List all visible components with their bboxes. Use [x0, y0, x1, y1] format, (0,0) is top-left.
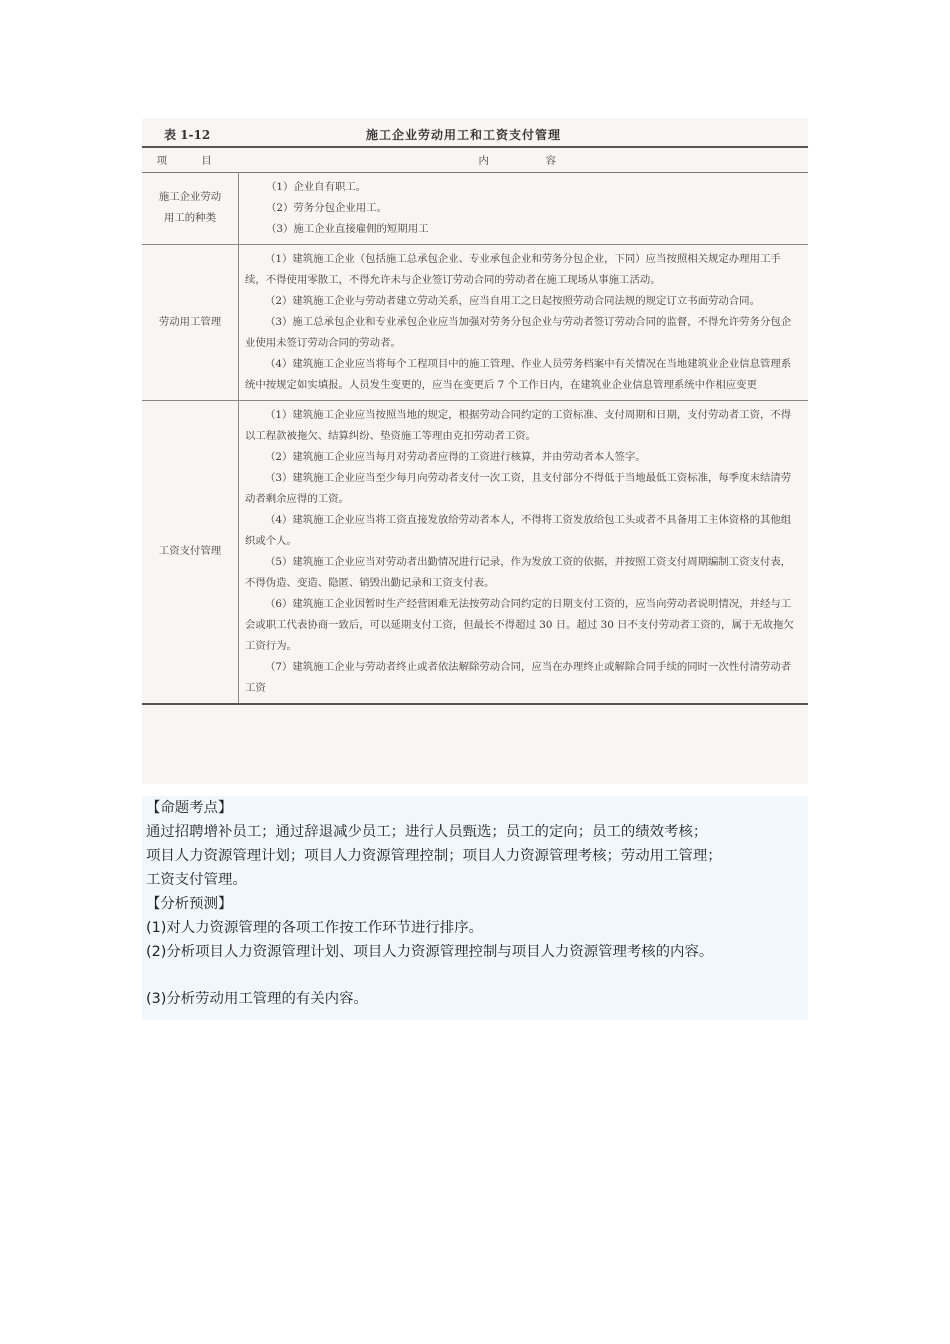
table-caption	[142, 124, 808, 146]
row-content	[239, 400, 809, 704]
row-content	[239, 244, 809, 400]
section-heading-analysis: 【分析预测】	[146, 896, 233, 912]
analysis-item: (2)分析项目人力资源管理计划、项目人力资源管理控制与项目人力资源管理考核的内容。	[146, 944, 714, 960]
row-label-line: 工资支付管理	[158, 545, 222, 557]
row-label-line: 施工企业劳动	[158, 191, 222, 203]
analysis-item: (1)对人力资源管理的各项工作按工作环节进行排序。	[146, 920, 483, 936]
list-item: （4）建筑施工企业应当将每个工程项目中的施工管理、作业人员劳务档案中有关情况在当地建筑业企业信息管理系统中按规定如实填报。人员发生变更的，应当在变更后 7 个工作日内，在建筑业企业信息管理系统中作相应变更	[245, 357, 792, 391]
header-item: 项 目	[156, 155, 224, 168]
list-item: （2）劳务分包企业用工。	[266, 201, 387, 214]
table-number: 表 1-12	[164, 128, 211, 142]
table-row	[142, 244, 808, 400]
row-content	[239, 172, 809, 244]
list-item: （6）建筑施工企业因暂时生产经营困难无法按劳动合同约定的日期支付工资的，应当向劳动者说明情况，并经与工会或职工代表协商一致后，可以延期支付工资，但最长不得超过 30 日。超过 30 日不支付劳动者工资的，属于无故拖欠工资行为。	[245, 597, 794, 652]
section-heading-exam-points: 【命题考点】	[146, 800, 233, 816]
blank-line	[142, 964, 808, 987]
list-item: （4）建筑施工企业应当将工资直接发放给劳动者本人，不得将工资发放给包工头或者不具备用工主体资格的其他组织或个人。	[245, 513, 792, 547]
row-label	[142, 244, 239, 400]
scanned-table-image	[142, 118, 808, 784]
exam-points-text: 工资支付管理。	[146, 872, 247, 888]
labor-wage-table	[142, 146, 808, 705]
exam-points-text: 项目人力资源管理计划；项目人力资源管理控制；项目人力资源管理考核；劳动用工管理；	[146, 848, 722, 864]
list-item: （1）企业自有职工。	[266, 180, 367, 193]
exam-notes-section	[142, 796, 808, 1020]
table-row	[142, 400, 808, 704]
header-content: 内 容	[478, 155, 569, 168]
list-item: （7）建筑施工企业与劳动者终止或者依法解除劳动合同，应当在办理终止或解除合同手续的同时一次性付清劳动者工资	[245, 660, 792, 694]
row-label	[142, 172, 239, 244]
list-item: （3）施工总承包企业和专业承包企业应当加强对劳务分包企业与劳动者签订劳动合同的监督，不得允许劳务分包企业使用未签订劳动合同的劳动者。	[245, 315, 792, 349]
table-header-row	[142, 147, 808, 172]
list-item: （2）建筑施工企业与劳动者建立劳动关系，应当自用工之日起按照劳动合同法规的规定订立书面劳动合同。	[265, 294, 760, 307]
row-label-line: 劳动用工管理	[158, 315, 222, 328]
table-row	[142, 172, 808, 244]
list-item: （5）建筑施工企业应当对劳动者出勤情况进行记录，作为发放工资的依据，并按照工资支付周期编制工资支付表，不得伪造、变造、隐匿、销毁出勤记录和工资支付表。	[245, 555, 792, 589]
list-item: （3）建筑施工企业应当至少每月向劳动者支付一次工资，且支付部分不得低于当地最低工资标准，每季度末结清劳动者剩余应得的工资。	[245, 471, 792, 505]
list-item: （1）建筑施工企业（包括施工总承包企业、专业承包企业和劳务分包企业，下同）应当按照相关规定办理用工手续，不得使用零散工，不得允许未与企业签订劳动合同的劳动者在施工现场从事施工活动。	[245, 252, 781, 286]
exam-points-text: 通过招聘增补员工；通过辞退减少员工；进行人员甄选；员工的定向；员工的绩效考核；	[146, 824, 708, 840]
row-label	[142, 400, 239, 704]
table-title: 施工企业劳动用工和工资支付管理	[366, 128, 562, 142]
row-label-line: 用工的种类	[164, 212, 216, 224]
analysis-item: (3)分析劳动用工管理的有关内容。	[146, 991, 368, 1007]
list-item: （2）建筑施工企业应当每月对劳动者应得的工资进行核算，并由劳动者本人签字。	[265, 450, 646, 463]
list-item: （3）施工企业直接雇佣的短期用工	[266, 222, 429, 235]
list-item: （1）建筑施工企业应当按照当地的规定，根据劳动合同约定的工资标准、支付周期和日期，支付劳动者工资，不得以工程款被拖欠、结算纠纷、垫资施工等理由克扣劳动者工资。	[245, 408, 792, 442]
